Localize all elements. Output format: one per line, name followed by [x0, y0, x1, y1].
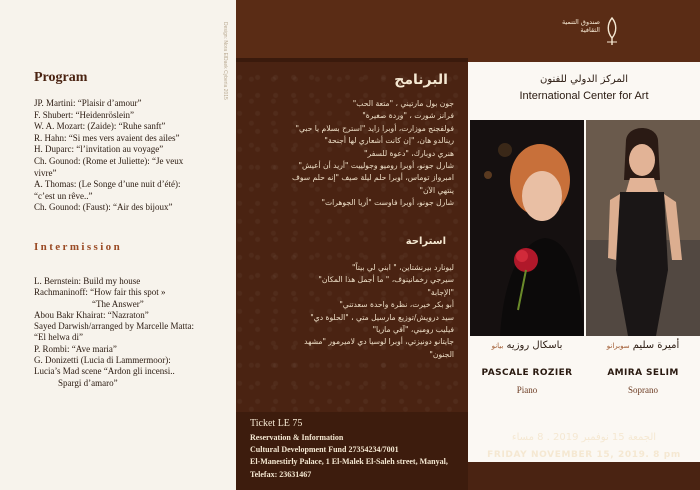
program-item: H. Duparc: “l’invitation au voyage” [34, 144, 164, 155]
pianist-role-arabic: بيانو [491, 342, 504, 350]
venue-name-arabic: المركز الدولي للفنون [540, 74, 628, 85]
fund-logo-icon [604, 16, 620, 46]
arabic-program-panel [236, 0, 468, 490]
program-item: Ch. Gounod: (Rome et Juliette): “Je veux [34, 155, 184, 166]
venue-name-english: International Center for Art [519, 90, 649, 102]
arabic-program-item: رينالدو هان، "إن كانت أشعاري لها أجنحة" [324, 136, 454, 146]
arabic-program-item: فرانز شورت ، "وردة صغيرة" [362, 111, 454, 121]
arabic-program-item: امبرواز توماس، أوبرا حلم ليلة صيف "إنه حلم سوف [291, 173, 454, 183]
soprano-photo [586, 120, 700, 336]
soprano-name-arabic: أميرة سليم سوبرانو [606, 340, 680, 351]
program-item: Ch. Gounod: (Faust): “Air des bijoux” [34, 202, 173, 213]
arabic-program-item: جون بول مارتيني ، "متعة الحب" [352, 99, 454, 108]
program-item: P. Rombi: “Ave maria” [34, 343, 117, 354]
telefax: Telefax: 23631467 [250, 470, 312, 479]
arabic-program-list [249, 98, 454, 210]
decorative-band [236, 0, 468, 62]
pianist-name-arabic: باسكال روزيه بيانو [491, 340, 563, 351]
program-item: L. Bernstein: Build my house [34, 276, 141, 286]
english-program-panel [0, 0, 236, 490]
program-item: R. Hahn: “Si mes vers avaient des ailes” [34, 132, 180, 143]
pianist-photo [470, 120, 584, 336]
fund-phone: Cultural Development Fund 27354234/7001 [250, 445, 399, 454]
program-item: “El helwa di” [34, 332, 83, 343]
arabic-program-item: أبو بكر خيرت، نظرة واحدة سعدتني" [339, 300, 454, 310]
program-item: “The Answer” [92, 298, 144, 309]
arabic-program-item: سيد درويش/توزيع مارسيل متي ، "الحلوة دي" [310, 312, 454, 322]
arabic-program-item: سيرجي رخمانينوف، " ما أجمل هذا المكان" [318, 275, 454, 285]
cover-panel [468, 0, 700, 490]
arabic-program-item: شارل جونو، أوبرا روميو وجولييت "أريد أن أعيش" [298, 161, 454, 171]
soprano-role-arabic: سوبرانو [606, 342, 630, 350]
arabic-program-item: فيليب رومبي، "آفي ماريا" [372, 325, 454, 335]
date-english: FRIDAY NOVEMBER 15, 2019. 8 pm [487, 450, 681, 460]
program-item: G. Donizetti (Lucia di Lammermoor): [34, 355, 171, 366]
intermission-title: Intermission [34, 241, 123, 253]
program-list [34, 98, 219, 214]
arabic-program-item: الجنون" [429, 349, 454, 359]
ticket-info [236, 412, 468, 490]
program-item: “c’est un rêve..” [34, 190, 93, 201]
arabic-program-item: ينتهي الآن" [419, 185, 454, 195]
program-item: Spargi d’amaro” [58, 377, 118, 388]
program-list-part2 [34, 276, 229, 389]
logo-band [468, 0, 700, 62]
arabic-program-item: جايتانو دونيزتي، أوبرا لوسيا دي لاميرمور "مشهد [304, 337, 454, 347]
arabic-program-title: البرنامج [394, 72, 448, 88]
program-title: Program [34, 70, 88, 85]
program-item: Lucia’s Mad scene “Ardon gli incensi.. [34, 366, 175, 377]
soprano-role: Soprano [628, 385, 658, 395]
arabic-program-item: هنري دوبارك، "دعوة للسفر" [364, 148, 454, 158]
reservation-heading: Reservation & Information [250, 433, 344, 442]
pianist-role: Piano [516, 385, 538, 395]
program-item: A. Thomas: (Le Songe d’une nuit d’été): [34, 179, 181, 190]
soprano-name: AMIRA SELIM [607, 368, 679, 378]
ticket-price: Ticket LE 75 [250, 418, 303, 429]
arabic-program-item: شارل جونو، أوبرا فاوست "أريا الجوهرات" [321, 198, 454, 208]
venue-address: El-Manestirly Palace, 1 El-Malek El-Saleh street, Manyal, [250, 457, 448, 466]
arabic-program-item: ليونارد بيرنشتاين، " ابني لي بيتاً" [352, 263, 454, 272]
arabic-program-item: فولفجنج موزارت، أوبرا زايد "استرح بسلام يا حبي" [295, 123, 454, 133]
program-item: Abou Bakr Khairat: “Nazraton” [34, 309, 149, 320]
program-item: W. A. Mozart: (Zaide): “Ruhe sanft” [34, 121, 166, 132]
program-item: vivre” [34, 167, 57, 178]
arabic-program-list-part2 [249, 262, 454, 361]
arabic-intermission-title: استراحة [405, 236, 446, 247]
design-credit: Design: Nora ElDaek Cyberia 2015 [222, 22, 228, 100]
program-item: Rachmaninoff: “How fair this spot » [34, 287, 166, 298]
cover-content [468, 62, 700, 462]
arabic-program-item: "الإجابة" [427, 287, 454, 297]
program-item: JP. Martini: “Plaisir d’amour” [34, 98, 142, 108]
date-arabic: الجمعة 15 نوفمبر 2019 . 8 مساء [511, 432, 657, 443]
pianist-name: PASCALE ROZIER [481, 368, 573, 378]
program-item: F. Shubert: “Heidenröslein” [34, 109, 135, 120]
program-item: Sayed Darwish/arranged by Marcelle Matta: [34, 321, 194, 332]
fund-logo-text: صندوق التنمية الثقافية [561, 18, 600, 34]
